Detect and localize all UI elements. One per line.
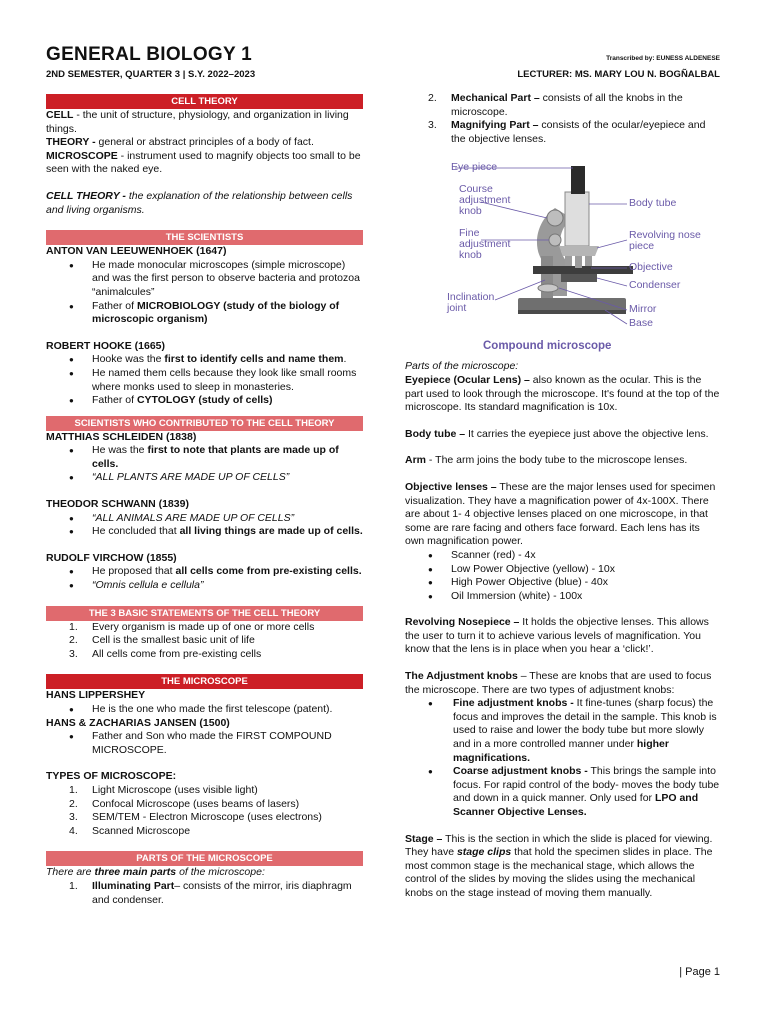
stage-paragraph: Stage – This is the section in which the slide is placed for viewing. They have stage clips that hold the specimen slides in place. The most common stage is the mechanical stage, which allows the control of the slides by moving the slides using the mechanical knobs on the stage instead of moving them manually. [405, 832, 713, 899]
list-item: ● High Power Objective (blue) - 40x [405, 576, 721, 590]
list-item: ● Father and Son who made the FIRST COMPOUND MICROSCOPE. [46, 730, 363, 757]
statements-list [46, 621, 363, 662]
leeuwenhoek-heading: ANTON VAN LEEUWENHOEK (1647) [46, 245, 227, 258]
adjustment-knobs-paragraph: The Adjustment knobs – These are knobs that are used to focus the microscope. There are two types of adjustment knobs: [405, 670, 712, 696]
label-objective: Objective [629, 261, 673, 274]
schleiden-heading: MATTHIAS SCHLEIDEN (1838) [46, 430, 197, 443]
arm-paragraph: Arm - The arm joins the body tube to the microscope lenses. [405, 454, 688, 467]
list-item: ● Low Power Objective (yellow) - 10x [405, 563, 721, 577]
list-item: 3. Magnifying Part – consists of the ocular/eyepiece and the objective lenses. [428, 119, 706, 145]
lippershey-heading: HANS LIPPERSHEY [46, 689, 146, 702]
cell-theory-definition: CELL THEORY - the explanation of the relationship between cells and living organisms. [46, 189, 353, 216]
transcriber-credit: Transcribed by: EUNESS ALDENESE [606, 55, 720, 62]
list-item: ● “ALL ANIMALS ARE MADE UP OF CELLS” [46, 512, 363, 526]
list-item: ● “Omnis cellula e cellula” [46, 579, 363, 593]
list-item: ● Father of CYTOLOGY (study of cells) [46, 394, 363, 408]
list-item: 2. Cell is the smallest basic unit of life [69, 634, 255, 647]
list-item: 1. Illuminating Part– consists of the mirror, iris diaphragm and condenser. [69, 879, 352, 906]
microscope-banner: THE MICROSCOPE [46, 674, 363, 689]
list-item: 2. Confocal Microscope (uses beams of lasers) [69, 797, 300, 810]
parts-intro: There are three main parts of the microscope: [46, 866, 265, 879]
hooke-list [46, 353, 363, 407]
leeuwenhoek-list [46, 259, 363, 327]
types-heading: TYPES OF MICROSCOPE: [46, 770, 177, 783]
parts-list-start [46, 880, 363, 907]
parts-of-microscope-intro: Parts of the microscope: [405, 360, 519, 373]
list-item: 3. SEM/TEM - Electron Microscope (uses electrons) [69, 811, 322, 824]
right-column [405, 92, 721, 901]
list-item: ● He was the first to note that plants are made up of cells. [46, 444, 363, 471]
label-inclination-joint: Inclination joint [447, 291, 495, 315]
list-item: ● He named them cells because they look like small rooms where monks used to sleep in monasteries. [46, 367, 363, 394]
list-item: 4. Scanned Microscope [69, 824, 191, 837]
lecturer-info: LECTURER: MS. MARY LOU N. BOGÑALBAL [517, 69, 720, 80]
virchow-list [46, 565, 363, 592]
microscope-illustration [405, 160, 721, 360]
list-item: ● He concluded that all living things are made up of cells. [46, 525, 363, 539]
jansen-list [46, 730, 363, 757]
list-item: ● He is the one who made the first telescope (patent). [46, 703, 363, 717]
list-item: 3. All cells come from pre-existing cells [69, 647, 262, 660]
parts-banner: PARTS OF THE MICROSCOPE [46, 851, 363, 866]
label-revolving-nose-piece: Revolving nose piece [629, 229, 701, 253]
page-number: | Page 1 [679, 966, 720, 978]
cell-definition: CELL - the unit of structure, physiology, and organization in living things. [46, 109, 349, 135]
microscope-figure [405, 160, 721, 360]
list-item: ● “ALL PLANTS ARE MADE UP OF CELLS” [46, 471, 363, 485]
left-column [46, 94, 363, 907]
statements-banner: THE 3 BASIC STATEMENTS OF THE CELL THEORY [46, 606, 363, 621]
contributors-banner: SCIENTISTS WHO CONTRIBUTED TO THE CELL THEORY [46, 416, 363, 431]
list-item: ● Father of MICROBIOLOGY (study of the biology of microscopic organism) [46, 300, 363, 327]
objective-lens-list [405, 549, 721, 603]
eyepiece-paragraph: Eyepiece (Ocular Lens) – also known as the ocular. This is the part used to look through the microscope. It's found at the top of the microscope. Its standard magnification is 10x. [405, 373, 720, 414]
list-item: ● Scanner (red) - 4x [405, 549, 721, 563]
list-item: 1. Every organism is made up of one or more cells [69, 620, 315, 633]
microscope-definition: MICROSCOPE - instrument used to magnify objects too small to be seen with the naked eye. [46, 149, 361, 176]
nosepiece-paragraph: Revolving Nosepiece – It holds the objective lenses. This allows the user to turn it to achieve various levels of magnification. You know that the lens is in place when you hear a ‘click!’. [405, 616, 709, 656]
figure-caption: Compound microscope [483, 340, 612, 353]
label-mirror: Mirror [629, 303, 657, 316]
label-body-tube: Body tube [629, 197, 677, 210]
semester-info: 2ND SEMESTER, QUARTER 3 | S.Y. 2022–2023 [46, 69, 256, 80]
scientists-banner: THE SCIENTISTS [46, 230, 363, 245]
list-item: ● Oil Immersion (white) - 100x [405, 590, 721, 604]
label-base: Base [629, 317, 653, 330]
list-item: 2. Mechanical Part – consists of all the knobs in the microscope. [428, 92, 683, 118]
schleiden-list [46, 444, 363, 485]
theory-definition: THEORY - general or abstract principles of a body of fact. [46, 136, 314, 149]
label-fine-adjustment-knob: Fine adjustment knob [459, 227, 511, 262]
list-item: ● He made monocular microscopes (simple microscope) and was the first person to observe bacteria and protozoa “animalcules” [46, 259, 363, 300]
label-condenser: Condenser [629, 279, 681, 292]
document-title: GENERAL BIOLOGY 1 [46, 44, 253, 65]
body-tube-paragraph: Body tube – It carries the eyepiece just above the objective lens. [405, 427, 709, 440]
types-list [46, 784, 363, 838]
hooke-heading: ROBERT HOOKE (1665) [46, 339, 166, 352]
list-item: 1. Light Microscope (uses visible light) [69, 783, 258, 796]
adjustment-knobs-list [405, 697, 721, 819]
objective-paragraph: Objective lenses – These are the major lenses used for specimen visualization. They have a magnification power of 4x-100X. There are about 1- 4 objective lenses placed on one microscope, in that some are rare facing and others face forward. Each lens has its own magnification power. [405, 480, 716, 548]
jansen-heading: HANS & ZACHARIAS JANSEN (1500) [46, 716, 230, 729]
label-eye-piece: Eye piece [451, 161, 498, 174]
list-item: ● Fine adjustment knobs - It fine-tunes (sharp focus) the focus and improves the detail in the sample. This knob is used to raise and lower the body tube but more slowly and in a more controlled manner under higher magnifications. [405, 697, 721, 765]
list-item: ● Coarse adjustment knobs - This brings the sample into focus. For rapid control of the body- moves the body tube and down in a quick manner. Only used for LPO and Scanner Objective Lenses. [405, 765, 721, 819]
cell-theory-banner: CELL THEORY [46, 94, 363, 109]
parts-list-continued [405, 92, 721, 146]
list-item: ● Hooke was the first to identify cells and name them. [46, 353, 363, 367]
list-item: ● He proposed that all cells come from pre-existing cells. [46, 565, 363, 579]
virchow-heading: RUDOLF VIRCHOW (1855) [46, 551, 177, 564]
label-course-adjustment-knob: Course adjustment knob [459, 183, 511, 218]
schwann-heading: THEODOR SCHWANN (1839) [46, 498, 189, 511]
lippershey-list [46, 703, 363, 717]
schwann-list [46, 512, 363, 539]
